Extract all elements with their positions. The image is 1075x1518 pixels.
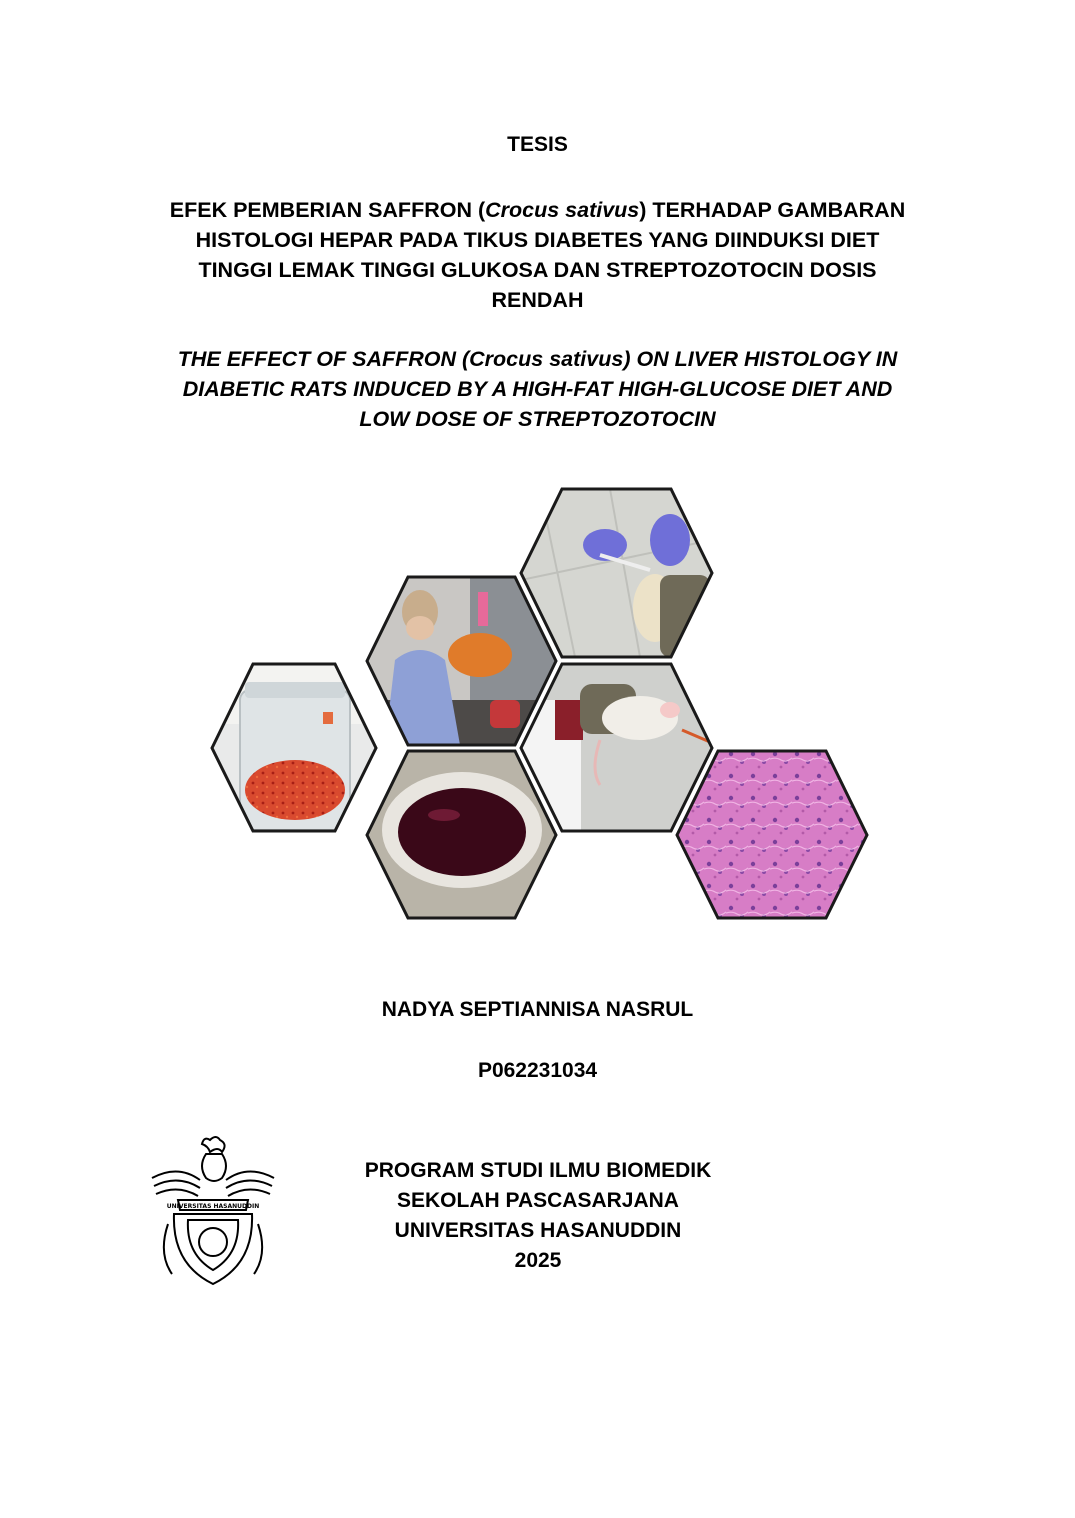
title-id-line-1-pre: EFEK PEMBERIAN SAFFRON ( — [169, 198, 486, 222]
student-id: P062231034 — [477, 1059, 598, 1082]
title-id-species-name: Crocus sativus — [485, 198, 640, 222]
study-program: PROGRAM STUDI ILMU BIOMEDIK — [364, 1159, 712, 1182]
title-en-line-2: DIABETIC RATS INDUCED BY A HIGH-FAT HIGH-GLUCOSE DIET AND — [182, 377, 893, 401]
university-logo-icon — [148, 1134, 278, 1289]
university-name: UNIVERSITAS HASANUDDIN — [394, 1219, 682, 1242]
title-id-line-3: TINGGI LEMAK TINGGI GLUKOSA DAN STREPTOZOTOCIN DOSIS — [198, 258, 877, 282]
title-id-line-4: RENDAH — [491, 288, 584, 312]
author-name: NADYA SEPTIANNISA NASRUL — [381, 998, 694, 1021]
title-en-line-3: LOW DOSE OF STREPTOZOTOCIN — [359, 407, 716, 431]
title-en-line-1-pre: THE EFFECT OF SAFFRON ( — [177, 347, 470, 371]
logo-ribbon-text: UNIVERSITAS HASANUDDIN — [166, 1203, 260, 1210]
year: 2025 — [514, 1249, 562, 1272]
title-en-species-name: Crocus sativus — [469, 347, 624, 371]
graduate-school: SEKOLAH PASCASARJANA — [397, 1189, 679, 1212]
title-id-line-1-post: ) TERHADAP GAMBARAN — [639, 198, 906, 222]
institution-block — [300, 1156, 776, 1276]
photo-saffron-jar — [212, 664, 376, 831]
title-id-line-2: HISTOLOGI HEPAR PADA TIKUS DIABETES YANG DIINDUKSI DIET — [195, 228, 880, 252]
document-type-heading: TESIS — [507, 133, 568, 156]
title-en-line-1-post: ) ON LIVER HISTOLOGY IN — [623, 347, 898, 371]
